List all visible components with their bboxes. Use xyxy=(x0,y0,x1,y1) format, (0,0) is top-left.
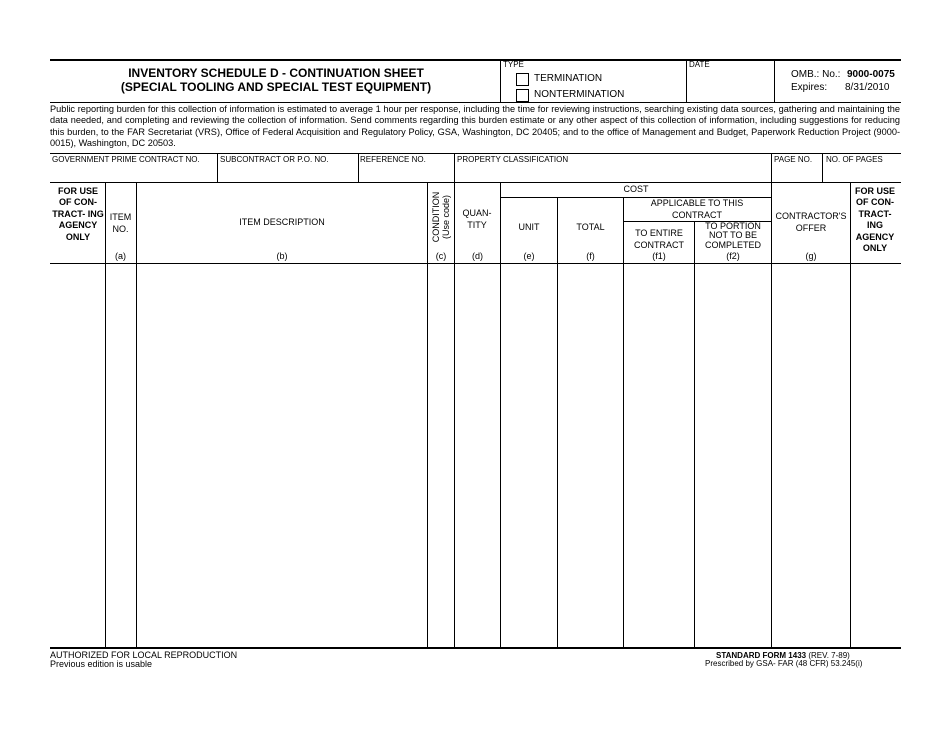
agency-use-right-header: FOR USE OF CON- TRACT- ING AGENCY ONLY xyxy=(854,186,895,254)
form-title xyxy=(52,66,500,94)
no-of-pages-field[interactable] xyxy=(823,164,900,181)
contractors-offer-code: (g) xyxy=(805,251,817,261)
unit-header: UNIT xyxy=(518,222,540,232)
form-title-line1: INVENTORY SCHEDULE D - CONTINUATION SHEET xyxy=(128,66,424,80)
item-no-code: (a) xyxy=(115,251,126,261)
applicable-header: APPLICABLE TO THIS CONTRACT xyxy=(650,198,744,220)
quantity-code: (d) xyxy=(472,251,483,261)
item-description-code: (b) xyxy=(276,251,288,261)
subcontract-field[interactable] xyxy=(218,164,357,181)
unit-code: (e) xyxy=(523,251,535,261)
footer-form-name: STANDARD FORM 1433 xyxy=(716,651,807,660)
footer-form-rev: (REV. 7-89) xyxy=(808,651,850,660)
item-entry-area[interactable] xyxy=(50,264,901,647)
prime-contract-field[interactable] xyxy=(51,164,216,181)
prime-contract-label: GOVERNMENT PRIME CONTRACT NO. xyxy=(52,155,200,164)
termination-checkbox[interactable] xyxy=(516,73,529,86)
item-description-header: ITEM DESCRIPTION xyxy=(239,217,325,227)
entire-contract-code: (f1) xyxy=(652,251,666,261)
subcontract-label: SUBCONTRACT OR P.O. NO. xyxy=(220,155,329,164)
omb-number-value: 9000-0075 xyxy=(847,69,895,80)
item-no-header: ITEM NO. xyxy=(109,212,132,234)
footer-prescribed: Prescribed by GSA- FAR (48 CFR) 53.245(i) xyxy=(705,659,863,668)
date-label: DATE xyxy=(689,60,710,69)
nontermination-checkbox[interactable] xyxy=(516,89,529,102)
condition-label: CONDITION xyxy=(431,191,441,243)
condition-header xyxy=(431,187,451,247)
date-field[interactable] xyxy=(688,70,772,100)
contractors-offer-header: CONTRACTOR'S OFFER xyxy=(775,211,847,233)
omb-expires-label: Expires: xyxy=(791,82,828,93)
property-class-field[interactable] xyxy=(455,164,770,181)
reference-field[interactable] xyxy=(359,164,453,181)
quantity-header: QUAN- TITY xyxy=(462,208,492,230)
no-of-pages-label: NO. OF PAGES xyxy=(826,155,883,164)
form-title-line2: (SPECIAL TOOLING AND SPECIAL TEST EQUIPMENT) xyxy=(120,80,432,94)
omb-number-label: OMB.: No.: xyxy=(791,69,841,80)
termination-label: TERMINATION xyxy=(534,73,603,84)
property-class-label: PROPERTY CLASSIFICATION xyxy=(457,155,569,164)
burden-notice: Public reporting burden for this collection of information is estimated to average 1 hour per response, including the time for reviewing instructions, searching existing data sources, gathering and maintaining the data needed, and completing and reviewing the collection of information. Send comments regarding this burden estimate or any other aspect of this collection of information, including suggestions for reducing this burden, to the FAR Secretariat (VRS), Office of Federal Acquisition and Regulatory Policy, GSA, Washington, DC 20405; and to the office of Management and Budget, Paperwork Reduction Project (9000-0015), Washington, DC 20503. xyxy=(50,104,900,148)
page-no-field[interactable] xyxy=(772,164,821,181)
omb-expires-value: 8/31/2010 xyxy=(845,82,890,93)
entire-contract-header: TO ENTIRE CONTRACT xyxy=(634,228,684,250)
footer-previous-edition: Previous edition is usable xyxy=(50,659,153,669)
portion-code: (f2) xyxy=(726,251,740,261)
nontermination-label: NONTERMINATION xyxy=(534,89,625,100)
portion-header: TO PORTION NOT TO BE COMPLETED xyxy=(704,221,761,250)
agency-use-left-header: FOR USE OF CON- TRACT- ING AGENCY ONLY xyxy=(52,186,104,242)
condition-use-code: (Use code) xyxy=(441,195,451,240)
condition-code: (c) xyxy=(435,251,447,261)
total-code: (f) xyxy=(586,251,595,261)
cost-header: COST xyxy=(623,184,649,194)
reference-label: REFERENCE NO. xyxy=(360,155,426,164)
page-no-label: PAGE NO. xyxy=(774,155,813,164)
type-label: TYPE xyxy=(503,60,524,69)
footer-authorized: AUTHORIZED FOR LOCAL REPRODUCTION xyxy=(50,650,238,660)
total-header: TOTAL xyxy=(576,222,605,232)
